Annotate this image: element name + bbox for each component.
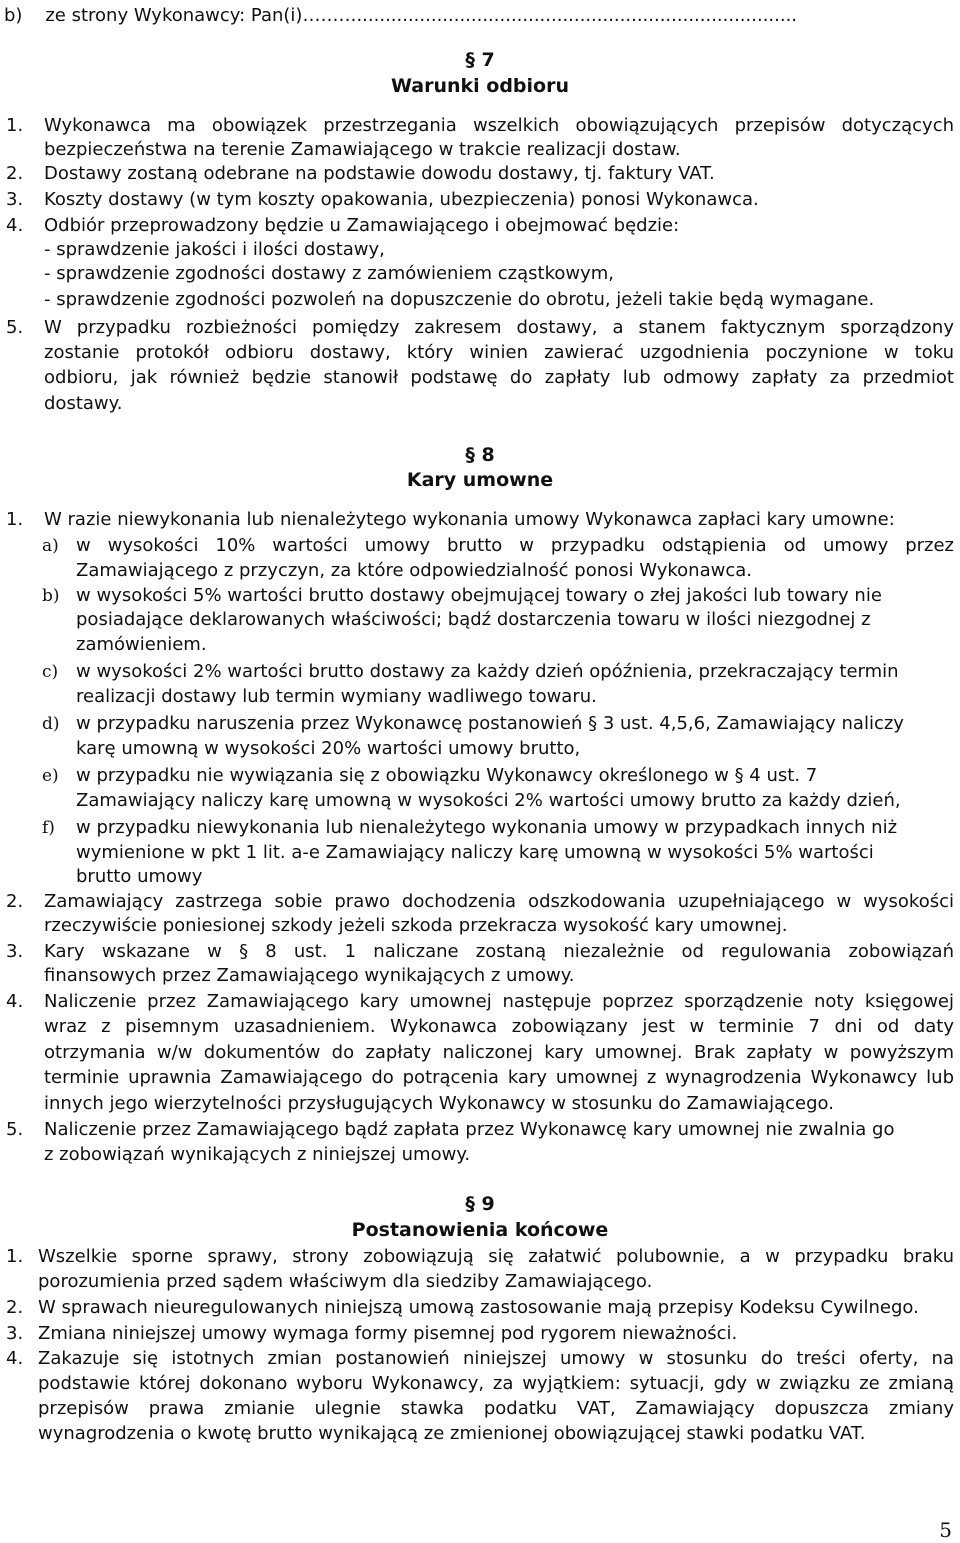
s9-item-4-num: 4. [6, 1348, 24, 1369]
s9-item-4-line-4: wynagrodzenia o kwotę brutto wynikającą ze zmienionej obowiązującej stawki podatku VAT. [38, 1423, 866, 1444]
s7-item-3-line-1: Koszty dostawy (w tym koszty opakowania, ubezpieczenia) ponosi Wykonawca. [44, 189, 759, 210]
s7-item-5-num: 5. [6, 317, 24, 338]
s9-item-4-line-3: przepisów prawa zmianie ulegnie stawka podatku VAT, Zamawiający dopuszcza zmiany [38, 1398, 954, 1419]
s8-sub-e-line-1: w przypadku nie wywiązania się z obowiązku Wykonawcy określonego w § 4 ust. 7 [76, 765, 818, 786]
s8-item-4-line-5: innych jego wierzytelności przysługujących Wykonawcy w stosunku do Zamawiającego. [44, 1093, 834, 1114]
s8-sub-c-letter: c) [42, 662, 59, 682]
s7-item-2-num: 2. [6, 163, 24, 184]
header-line: b) ze strony Wykonawcy: Pan(i)………............................................................................. [4, 5, 798, 26]
s8-item-1-line-1: W razie niewykonania lub nienależytego wykonania umowy Wykonawca zapłaci kary umowne: [44, 509, 895, 530]
s8-sub-f-line-1: w przypadku niewykonania lub nienależytego wykonania umowy w przypadkach innych niż [76, 817, 898, 838]
s8-item-5-num: 5. [6, 1119, 24, 1140]
s9-item-3-line-1: Zmiana niniejszej umowy wymaga formy pisemnej pod rygorem nieważności. [38, 1323, 738, 1344]
section-9-number: § 9 [465, 1193, 495, 1215]
s9-item-4-line-1: Zakazuje się istotnych zmian postanowień niniejszej umowy w stosunku do treści oferty, na [38, 1348, 954, 1369]
s8-item-4-line-4: terminie uprawnia Zamawiającego do potrącenia kary umownej z wynagrodzenia Wykonawcy lub [44, 1067, 954, 1088]
s8-sub-b-line-3: zamówieniem. [76, 634, 207, 655]
s8-sub-b-line-1: w wysokości 5% wartości brutto dostawy obejmującej towary o złej jakości lub towary nie [76, 585, 882, 606]
s8-sub-a-letter: a) [42, 536, 59, 556]
s8-sub-e-letter: e) [42, 766, 59, 786]
s8-item-4-line-3: otrzymania w/w dokumentów do zapłaty naliczonej kary umownej. Brak zapłaty w powyższym [44, 1042, 954, 1063]
s8-item-5-line-1: Naliczenie przez Zamawiającego bądź zapłata przez Wykonawcę kary umownej nie zwalnia go [44, 1119, 895, 1140]
s8-sub-f-letter: f) [42, 818, 55, 838]
s8-item-2-num: 2. [6, 891, 24, 912]
s7-item-1-line-2: bezpieczeństwa na terenie Zamawiającego w trakcie realizacji dostaw. [44, 139, 681, 160]
s8-item-3-line-1: Kary wskazane w § 8 ust. 1 naliczane zostaną niezależnie od regulowania zobowiązań [44, 941, 954, 962]
s7-item-2-line-1: Dostawy zostaną odebrane na podstawie dowodu dostawy, tj. faktury VAT. [44, 163, 715, 184]
s8-item-2-line-2: rzeczywiście poniesionej szkody jeżeli szkoda przekracza wysokość kary umownej. [44, 915, 788, 936]
s8-sub-d-line-1: w przypadku naruszenia przez Wykonawcę postanowień § 3 ust. 4,5,6, Zamawiający naliczy [76, 713, 904, 734]
s7-item-4-num: 4. [6, 215, 24, 236]
s9-item-1-num: 1. [6, 1246, 24, 1267]
s8-item-1-num: 1. [6, 509, 24, 530]
s7-item-4-line-4: - sprawdzenie zgodności pozwoleń na dopuszczenie do obrotu, jeżeli takie będą wymagane. [44, 289, 875, 310]
s9-item-3-num: 3. [6, 1323, 24, 1344]
s8-sub-c-line-2: realizacji dostawy lub termin wymiany wadliwego towaru. [76, 686, 597, 707]
s8-item-2-line-1: Zamawiający zastrzega sobie prawo dochodzenia odszkodowania uzupełniającego w wysokości [44, 891, 954, 912]
s7-item-1-line-1: Wykonawca ma obowiązek przestrzegania wszelkich obowiązujących przepisów dotyczących [44, 115, 954, 136]
s8-sub-e-line-2: Zamawiający naliczy karę umowną w wysokości 2% wartości umowy brutto za każdy dzień, [76, 790, 901, 811]
s9-item-2-num: 2. [6, 1297, 24, 1318]
s8-item-4-line-1: Naliczenie przez Zamawiającego kary umownej następuje poprzez sporządzenie noty księgowej [44, 991, 954, 1012]
s7-item-4-line-2: - sprawdzenie jakości i ilości dostawy, [44, 239, 385, 260]
s9-item-1-line-1: Wszelkie sporne sprawy, strony zobowiązują się załatwić polubownie, a w przypadku braku [38, 1246, 954, 1267]
s9-item-1-line-2: porozumienia przed sądem właściwym dla siedziby Zamawiającego. [38, 1271, 653, 1292]
s8-item-4-num: 4. [6, 991, 24, 1012]
s7-item-1-num: 1. [6, 115, 24, 136]
s7-item-5-line-2: zostanie protokół odbioru dostawy, który winien zawierać uzgodnienia poczynione w toku [44, 342, 954, 363]
s8-sub-a-line-2: Zamawiającego z przyczyn, za które odpowiedzialność ponosi Wykonawca. [76, 560, 752, 581]
s8-sub-c-line-1: w wysokości 2% wartości brutto dostawy za każdy dzień opóźnienia, przekraczający termin [76, 661, 899, 682]
s9-item-4-line-2: podstawie której dokonano wyboru Wykonawcy, za wyjątkiem: sytuacji, gdy w związku ze zmianą [38, 1373, 954, 1394]
s8-item-4-line-2: wraz z pisemnym uzasadnieniem. Wykonawca zobowiązany jest w terminie 7 dni od daty [44, 1016, 954, 1037]
s7-item-5-line-3: odbioru, jak również będzie stanowił podstawę do zapłaty lub odmowy zapłaty za przedmiot [44, 367, 954, 388]
s8-sub-f-line-2: wymienione w pkt 1 lit. a-e Zamawiający naliczy karę umowną w wysokości 5% wartości [76, 842, 874, 863]
s8-sub-f-line-3: brutto umowy [76, 866, 203, 887]
s8-sub-d-letter: d) [42, 714, 60, 734]
section-8-number: § 8 [465, 444, 495, 466]
s8-item-5-line-2: z zobowiązań wynikających z niniejszej umowy. [44, 1144, 471, 1165]
s8-sub-a-line-1: w wysokości 10% wartości umowy brutto w przypadku odstąpienia od umowy przez [76, 535, 954, 556]
s7-item-4-line-1: Odbiór przeprowadzony będzie u Zamawiającego i obejmować będzie: [44, 215, 680, 236]
s8-sub-b-letter: b) [42, 586, 60, 606]
section-7-number: § 7 [465, 49, 495, 71]
s7-item-3-num: 3. [6, 189, 24, 210]
s7-item-5-line-1: W przypadku rozbieżności pomiędzy zakresem dostawy, a stanem faktycznym sporządzony [44, 317, 954, 338]
s8-item-3-num: 3. [6, 941, 24, 962]
page-number: 5 [939, 1518, 952, 1542]
s8-sub-b-line-2: posiadające deklarowanych właściwości; bądź dostarczenia towaru w ilości niezgodnej z [76, 609, 871, 630]
section-8-title: Kary umowne [406, 469, 554, 491]
s8-sub-d-line-2: karę umowną w wysokości 20% wartości umowy brutto, [76, 738, 581, 759]
s8-item-3-line-2: finansowych przez Zamawiającego wynikających z umowy. [44, 965, 575, 986]
s7-item-5-line-4: dostawy. [44, 393, 123, 414]
s9-item-2-line-1: W sprawach nieuregulowanych niniejszą umową zastosowanie mają przepisy Kodeksu Cywilnego. [38, 1297, 919, 1318]
s7-item-4-line-3: - sprawdzenie zgodności dostawy z zamówieniem cząstkowym, [44, 263, 615, 284]
section-7-title: Warunki odbioru [390, 75, 569, 97]
section-9-title: Postanowienia końcowe [351, 1219, 609, 1241]
